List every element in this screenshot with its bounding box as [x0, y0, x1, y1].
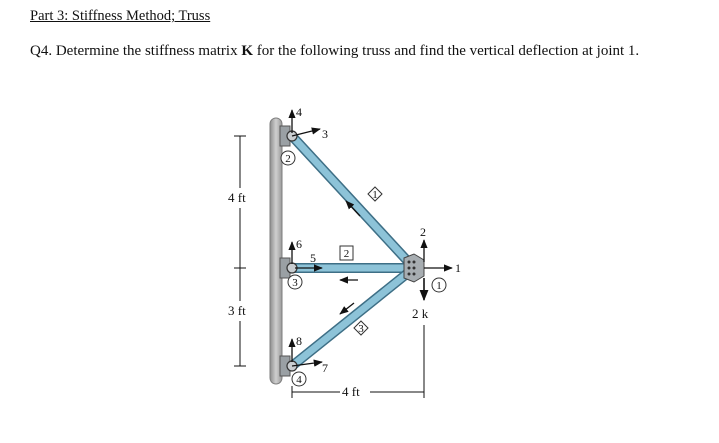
- svg-text:3: 3: [292, 277, 298, 289]
- dimension-lower-height: 3 ft: [228, 303, 246, 318]
- dof-label-8: 8: [296, 334, 302, 348]
- dof-labels: [296, 105, 461, 375]
- svg-text:1: 1: [436, 280, 442, 292]
- support-wall: [270, 118, 282, 384]
- dof-label-6: 6: [296, 237, 302, 251]
- svg-text:4: 4: [296, 374, 302, 386]
- stiffness-symbol: K: [241, 43, 254, 59]
- dof-label-2: 2: [420, 225, 426, 239]
- member-label-2: [340, 246, 353, 260]
- member-label-1: [368, 187, 382, 201]
- dof-label-7: 7: [322, 361, 328, 375]
- dof-arrows: [292, 110, 452, 366]
- question-text-start: Q4. Determine the stiffness matrix: [30, 43, 242, 59]
- dof-label-3: 3: [322, 127, 328, 141]
- node-label-1: [432, 278, 446, 292]
- dof-label-1: 1: [455, 261, 461, 275]
- joint-1-gusset: [404, 254, 424, 282]
- member-label-3: [354, 321, 368, 335]
- node-label-4: [292, 372, 306, 386]
- svg-text:2: 2: [343, 248, 350, 260]
- svg-text:1: 1: [372, 189, 378, 201]
- node-label-2: [281, 151, 295, 165]
- svg-text:2: 2: [285, 153, 291, 165]
- section-heading: Part 3: Stiffness Method; Truss: [30, 8, 211, 24]
- svg-text:3: 3: [358, 323, 364, 335]
- question-text-end: for the following truss and find the vertical deflection at joint 1.: [253, 43, 640, 59]
- dimension-upper-height: 4 ft: [228, 190, 246, 205]
- dimension-horizontal: 4 ft: [342, 384, 360, 399]
- load-label: 2 k: [412, 306, 429, 321]
- dof-label-5: 5: [310, 251, 316, 265]
- node-label-3: [288, 275, 302, 289]
- dof-label-4: 4: [296, 105, 302, 119]
